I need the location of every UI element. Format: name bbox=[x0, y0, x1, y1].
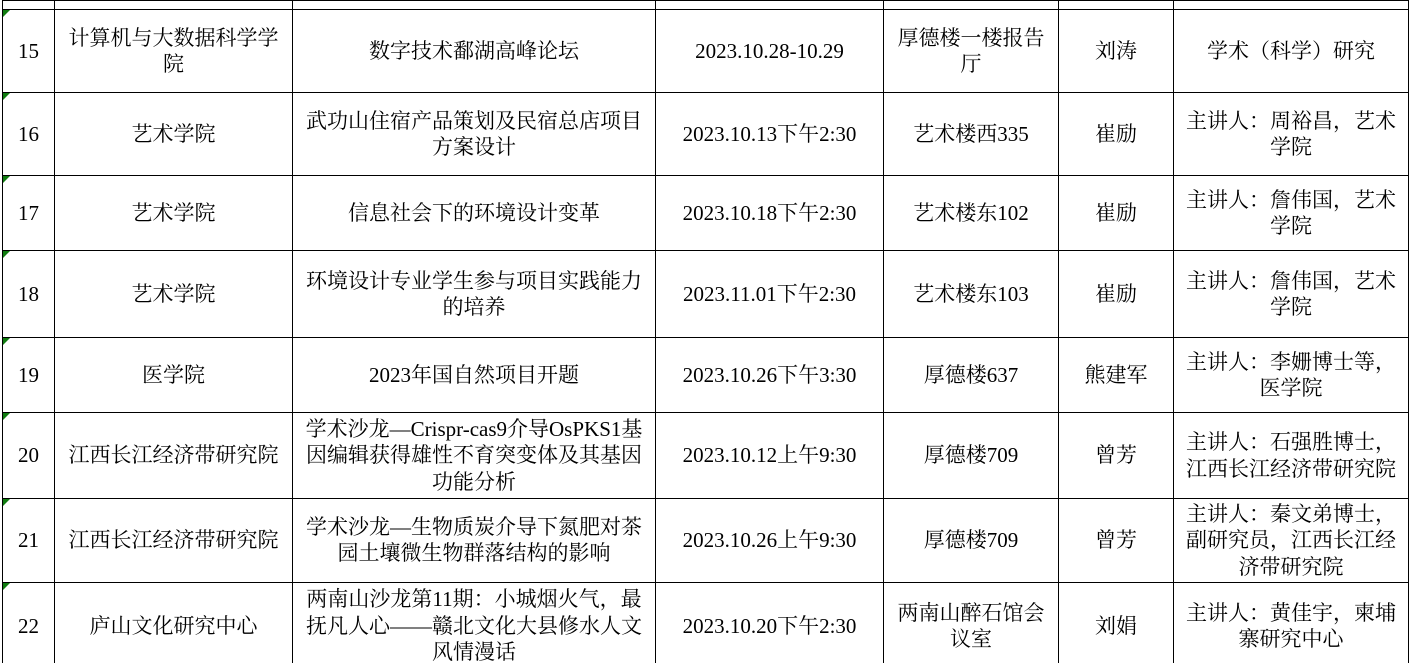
cell-contact[interactable]: 刘娟 bbox=[1059, 582, 1174, 663]
cell-corner-marker-icon bbox=[3, 583, 10, 590]
cell-num[interactable] bbox=[3, 10, 55, 93]
table-row-partial bbox=[3, 1, 1409, 10]
cell-college[interactable]: 艺术学院 bbox=[55, 251, 293, 338]
row-number: 19 bbox=[18, 362, 39, 387]
cell-date[interactable]: 2023.10.28-10.29 bbox=[656, 10, 884, 93]
cell-title[interactable]: 学术沙龙—Crispr-cas9介导OsPKS1基因编辑获得雄性不育突变体及其基因功能分析 bbox=[293, 413, 656, 499]
cell-title[interactable] bbox=[293, 1, 656, 10]
cell-location[interactable]: 艺术楼西335 bbox=[884, 93, 1059, 176]
table-row bbox=[3, 499, 1409, 583]
cell-num[interactable] bbox=[3, 413, 55, 499]
cell-date[interactable]: 2023.11.01下午2:30 bbox=[656, 251, 884, 338]
cell-contact[interactable]: 刘涛 bbox=[1059, 10, 1174, 93]
cell-location[interactable] bbox=[884, 1, 1059, 10]
cell-contact[interactable]: 崔励 bbox=[1059, 251, 1174, 338]
cell-num[interactable] bbox=[3, 338, 55, 413]
cell-corner-marker-icon bbox=[3, 413, 10, 420]
table-row bbox=[3, 10, 1409, 93]
cell-title[interactable]: 2023年国自然项目开题 bbox=[293, 338, 656, 413]
cell-title[interactable]: 环境设计专业学生参与项目实践能力的培养 bbox=[293, 251, 656, 338]
row-number: 18 bbox=[18, 281, 39, 306]
table-row bbox=[3, 93, 1409, 176]
cell-contact[interactable] bbox=[1059, 1, 1174, 10]
cell-college[interactable]: 江西长江经济带研究院 bbox=[55, 413, 293, 499]
cell-title[interactable]: 武功山住宿产品策划及民宿总店项目方案设计 bbox=[293, 93, 656, 176]
cell-note[interactable]: 主讲人：黄佳宇，柬埔寨研究中心 bbox=[1174, 582, 1409, 663]
cell-corner-marker-icon bbox=[3, 93, 10, 100]
cell-location[interactable]: 厚德楼一楼报告厅 bbox=[884, 10, 1059, 93]
cell-college[interactable]: 艺术学院 bbox=[55, 93, 293, 176]
cell-num[interactable] bbox=[3, 1, 55, 10]
cell-corner-marker-icon bbox=[3, 176, 10, 183]
cell-corner-marker-icon bbox=[3, 10, 10, 17]
cell-contact[interactable]: 崔励 bbox=[1059, 176, 1174, 251]
cell-num[interactable] bbox=[3, 93, 55, 176]
cell-num[interactable] bbox=[3, 499, 55, 583]
cell-college[interactable]: 医学院 bbox=[55, 338, 293, 413]
table-row bbox=[3, 251, 1409, 338]
cell-contact[interactable]: 曾芳 bbox=[1059, 413, 1174, 499]
cell-date[interactable]: 2023.10.26下午3:30 bbox=[656, 338, 884, 413]
cell-corner-marker-icon bbox=[3, 338, 10, 345]
row-number: 15 bbox=[18, 38, 39, 63]
cell-location[interactable]: 厚德楼709 bbox=[884, 499, 1059, 583]
cell-note[interactable]: 主讲人：詹伟国，艺术学院 bbox=[1174, 251, 1409, 338]
cell-note[interactable]: 主讲人：詹伟国，艺术学院 bbox=[1174, 176, 1409, 251]
table-row bbox=[3, 413, 1409, 499]
lecture-schedule-table bbox=[2, 0, 1409, 663]
row-number: 21 bbox=[18, 528, 39, 553]
row-number: 17 bbox=[18, 200, 39, 225]
cell-title[interactable]: 两南山沙龙第11期：小城烟火气，最抚凡人心——赣北文化大县修水人文风情漫话 bbox=[293, 582, 656, 663]
cell-date[interactable]: 2023.10.26上午9:30 bbox=[656, 499, 884, 583]
table-row bbox=[3, 338, 1409, 413]
row-number: 16 bbox=[18, 121, 39, 146]
cell-date[interactable]: 2023.10.13下午2:30 bbox=[656, 93, 884, 176]
cell-date[interactable]: 2023.10.12上午9:30 bbox=[656, 413, 884, 499]
cell-location[interactable]: 艺术楼东102 bbox=[884, 176, 1059, 251]
cell-num[interactable] bbox=[3, 582, 55, 663]
cell-contact[interactable]: 曾芳 bbox=[1059, 499, 1174, 583]
cell-contact[interactable]: 熊建军 bbox=[1059, 338, 1174, 413]
cell-location[interactable]: 艺术楼东103 bbox=[884, 251, 1059, 338]
cell-title[interactable]: 数字技术鄱湖高峰论坛 bbox=[293, 10, 656, 93]
cell-num[interactable] bbox=[3, 176, 55, 251]
cell-contact[interactable]: 崔励 bbox=[1059, 93, 1174, 176]
cell-note[interactable]: 主讲人：秦文弟博士，副研究员，江西长江经济带研究院 bbox=[1174, 499, 1409, 583]
cell-college[interactable]: 艺术学院 bbox=[55, 176, 293, 251]
row-number: 20 bbox=[18, 443, 39, 468]
cell-corner-marker-icon bbox=[3, 251, 10, 258]
cell-note[interactable]: 学术（科学）研究 bbox=[1174, 10, 1409, 93]
cell-date[interactable]: 2023.10.18下午2:30 bbox=[656, 176, 884, 251]
cell-date[interactable] bbox=[656, 1, 884, 10]
cell-title[interactable]: 学术沙龙—生物质炭介导下氮肥对茶园土壤微生物群落结构的影响 bbox=[293, 499, 656, 583]
cell-note[interactable]: 主讲人：李姗博士等，医学院 bbox=[1174, 338, 1409, 413]
table-row bbox=[3, 176, 1409, 251]
cell-note[interactable]: 主讲人：周裕昌，艺术学院 bbox=[1174, 93, 1409, 176]
cell-num[interactable] bbox=[3, 251, 55, 338]
cell-corner-marker-icon bbox=[3, 499, 10, 506]
row-number: 22 bbox=[18, 613, 39, 638]
cell-note[interactable] bbox=[1174, 1, 1409, 10]
cell-college[interactable]: 计算机与大数据科学学院 bbox=[55, 10, 293, 93]
cell-location[interactable]: 厚德楼709 bbox=[884, 413, 1059, 499]
cell-location[interactable]: 两南山醉石馆会议室 bbox=[884, 582, 1059, 663]
cell-title[interactable]: 信息社会下的环境设计变革 bbox=[293, 176, 656, 251]
cell-college[interactable]: 庐山文化研究中心 bbox=[55, 582, 293, 663]
table-row bbox=[3, 582, 1409, 663]
cell-college[interactable]: 江西长江经济带研究院 bbox=[55, 499, 293, 583]
cell-location[interactable]: 厚德楼637 bbox=[884, 338, 1059, 413]
cell-note[interactable]: 主讲人：石强胜博士，江西长江经济带研究院 bbox=[1174, 413, 1409, 499]
cell-date[interactable]: 2023.10.20下午2:30 bbox=[656, 582, 884, 663]
cell-college[interactable] bbox=[55, 1, 293, 10]
